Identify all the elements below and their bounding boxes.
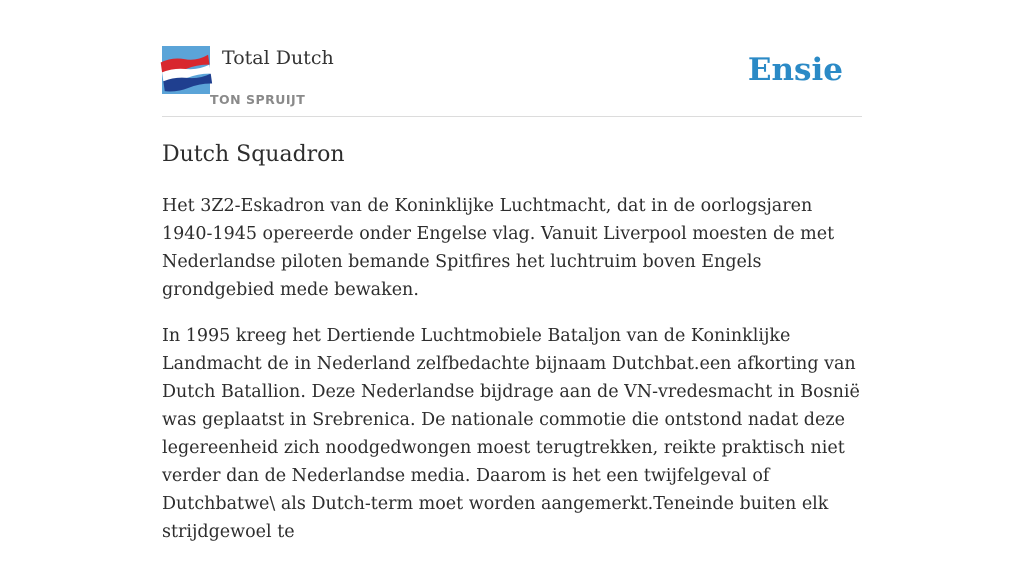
article-body xyxy=(162,192,862,564)
article-paragraph: In 1995 kreeg het Dertiende Luchtmobiele Bataljon van de Koninklijke Landmacht de in Nederland zelfbedachte bijnaam Dutchbat.een afkorting van Dutch Batallion. Deze Nederlandse bijdrage aan de VN-vredesmacht in Bosnië was geplaatst in Srebrenica. De nationale commotie die ontstond nadat deze legereenheid zich noodgedwongen moest terugtrekken, reikte praktisch niet verder dan de Nederlandse media. Daarom is het een twijfelgeval of Dutchbatwe\ als Dutch-term moet worden aangemerkt.Teneinde buiten elk strijdgewoel te xyxy=(162,326,860,542)
topic-link[interactable]: Total Dutch xyxy=(222,47,334,69)
article-paragraph: Het 3Z2-Eskadron van de Koninklijke Luchtmacht, dat in de oorlogsjaren 1940-1945 opereerde onder Engelse vlag. Vanuit Liverpool moesten de met Nederlandse piloten bemande Spitfires het luchtruim boven Engels grondgebied mede bewaken. xyxy=(162,196,835,300)
author-name[interactable]: TON SPRUIJT xyxy=(210,92,306,107)
brand-logo[interactable]: Ensie xyxy=(747,52,843,88)
header xyxy=(162,46,862,117)
dutch-flag-avatar-icon[interactable] xyxy=(162,46,210,94)
article-title: Dutch Squadron xyxy=(162,142,345,167)
